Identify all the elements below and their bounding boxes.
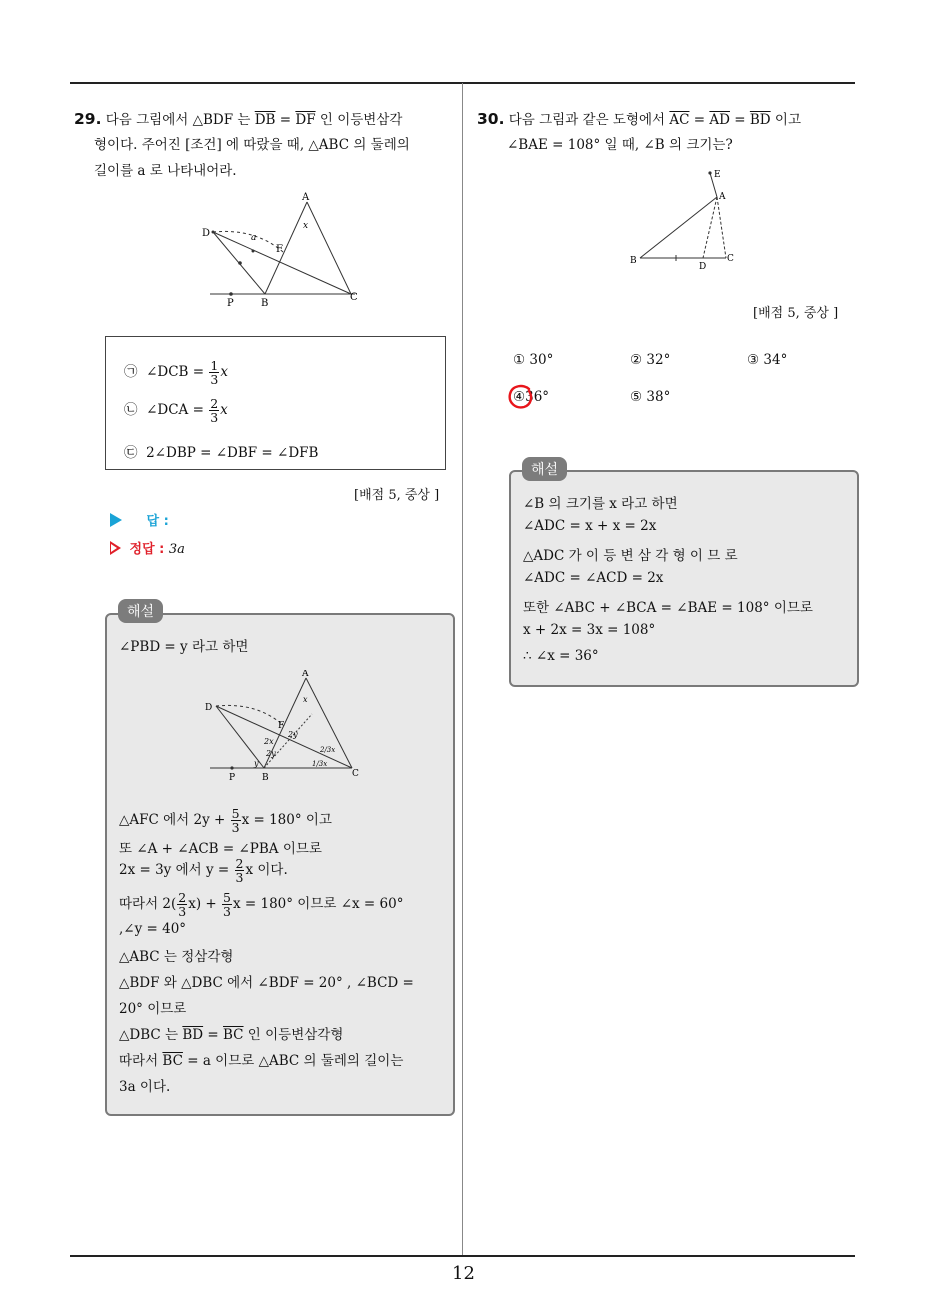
q30-sol-line3: △ADC 가 이 등 변 삼 각 형 이 므 로: [523, 548, 738, 564]
triangle-outline-icon: [110, 541, 121, 555]
q30-line1-post: 이고: [770, 112, 801, 128]
q29-sol-fig-label-13x: 1/3x: [312, 760, 328, 768]
q30-segment-bd: $\overline{BD}$: [749, 112, 771, 128]
q29-sol-fig-label-b: B: [262, 773, 269, 783]
q29-fig-label-d: D: [202, 228, 211, 239]
q29-sol-fig-label-2x: 2x: [264, 737, 274, 746]
q30-figure: [628, 165, 738, 273]
fraction: [209, 359, 219, 386]
q30-sol-line7: ∴ ∠x = 36°: [523, 648, 599, 664]
fraction: [177, 891, 187, 918]
q29-correct-line: [110, 538, 185, 557]
q29-equals: =: [275, 112, 296, 128]
q29-solution-box: [105, 613, 455, 1116]
q29-sol-fig-label-p: P: [229, 773, 236, 783]
bottom-rule: [70, 1255, 855, 1257]
condition-text: 2∠DBP = ∠DBF = ∠DFB: [146, 445, 319, 461]
fraction-denominator: 3: [223, 904, 231, 919]
q29-sol-fig-label-y: y: [254, 759, 259, 768]
q29-number: 29.: [74, 110, 102, 128]
fraction-denominator: 3: [235, 870, 244, 885]
q29-fig-label-p: P: [227, 298, 234, 309]
q29-fig-label-b: B: [261, 298, 269, 309]
q30-fig-label-d: D: [699, 262, 707, 272]
q30-line2: ∠BAE = 108° 일 때, ∠B 의 크기는?: [507, 137, 733, 153]
q29-fig-label-f: F: [276, 244, 283, 255]
q30-choice-2[interactable]: ② 32°: [630, 352, 671, 368]
choice-marker: ④: [513, 389, 526, 405]
sol-text: = a 이므로 △ABC 의 둘레의 길이는: [182, 1053, 404, 1069]
q29-sol-line10: [119, 1023, 343, 1043]
q29-answer-label: 답 :: [146, 514, 169, 529]
q29-correct-label: 정답 :: [129, 542, 165, 557]
q30-fig-label-b: B: [630, 256, 637, 266]
q30-fig-label-c: C: [727, 254, 734, 264]
q29-line1-pre: 다음 그림에서 △BDF 는: [105, 112, 255, 128]
fraction-numerator: 5: [231, 806, 240, 821]
segment-bc: $\overline{BC}$: [162, 1053, 183, 1069]
q29-figure: [195, 190, 370, 310]
fraction-numerator: 5: [223, 890, 231, 905]
condition-rhs: x: [220, 402, 228, 418]
q29-sol-line2: [119, 807, 332, 834]
fraction-denominator: 3: [178, 904, 187, 919]
q29-segment-db: $\overline{DB}$: [254, 112, 276, 128]
q29-condition-box: [105, 336, 446, 470]
fraction-numerator: 1: [210, 358, 219, 373]
sol-text: x) +: [188, 896, 222, 912]
fraction: [222, 891, 232, 918]
fraction-numerator: 2: [178, 890, 187, 905]
q29-sol-fig-label-a: A: [302, 670, 309, 679]
selected-answer-circle-icon: [506, 383, 536, 413]
q29-fig-label-c: C: [350, 292, 358, 303]
sol-text: x = 180° 이고: [241, 812, 332, 828]
q30-sol-line5: 또한 ∠ABC + ∠BCA = ∠BAE = 108° 이므로: [523, 600, 813, 616]
q29-line2: 형이다. 주어진 [조건] 에 따랐을 때, △ABC 의 둘레의: [94, 137, 410, 153]
sol-text: =: [203, 1027, 223, 1043]
q29-sol-fig-label-f: F: [278, 721, 285, 731]
q30-score: [배점 5, 중상 ]: [753, 306, 839, 321]
q29-sol-fig-label-2y-b: 2y: [288, 730, 298, 739]
fraction-denominator: 3: [210, 372, 219, 387]
q30-segment-ad: $\overline{AD}$: [709, 112, 730, 128]
q29-sol-line9: 20° 이므로: [119, 1001, 187, 1017]
q30-sol-line1: ∠B 의 크기를 x 라고 하면: [523, 496, 678, 512]
q30-choice-3[interactable]: ③ 34°: [747, 352, 788, 368]
q29-sol-fig-label-d: D: [205, 703, 213, 713]
condition-lhs: ∠DCA =: [146, 402, 209, 418]
q30-number: 30.: [477, 110, 505, 128]
q29-sol-line4: [119, 857, 288, 884]
sol-text: 따라서: [119, 1053, 163, 1069]
q30-choice-5[interactable]: ⑤ 38°: [630, 389, 671, 405]
column-divider: [462, 83, 463, 1256]
q29-sol-fig-label-x: x: [303, 695, 308, 704]
q29-condition-1: [124, 359, 228, 386]
q29-sol-line1: ∠PBD = y 라고 하면: [119, 639, 249, 655]
q29-sol-line3: 또 ∠A + ∠ACB = ∠PBA 이므로: [119, 841, 322, 857]
q29-correct-value: 3a: [168, 542, 185, 557]
sol-text: △AFC 에서 2y +: [119, 812, 230, 828]
q29-sol-line7: △ABC 는 정삼각형: [119, 949, 234, 965]
choice-value: 36°: [525, 389, 550, 405]
fraction: [235, 857, 245, 884]
fraction: [231, 807, 241, 834]
q29-sol-fig-label-2y-a: 2y: [266, 749, 276, 758]
q29-fig-label-x: x: [303, 221, 309, 231]
q30-sol-line6: x + 2x = 3x = 108°: [523, 622, 656, 638]
q30-equals: =: [729, 112, 750, 128]
q29-solution-figure: [202, 670, 362, 790]
q30-fig-label-a: A: [719, 192, 726, 202]
q29-fig-label-a-arc: a: [251, 233, 257, 243]
fraction-numerator: 2: [210, 396, 219, 411]
q30-solution-box: [509, 470, 859, 687]
q29-sol-line12: 3a 이다.: [119, 1079, 171, 1095]
fraction-denominator: 3: [210, 410, 219, 425]
q29-score: [배점 5, 중상 ]: [354, 488, 440, 503]
condition-mark: ㉡: [124, 402, 138, 418]
q30-choice-1[interactable]: ① 30°: [513, 352, 554, 368]
q29-sol-line6: ,∠y = 40°: [119, 921, 187, 937]
sol-text: x = 180° 이므로 ∠x = 60°: [232, 896, 404, 912]
fraction: [209, 397, 219, 424]
fraction-numerator: 2: [235, 856, 244, 871]
sol-text: 따라서 2(: [119, 896, 177, 912]
q29-sol-line8: △BDF 와 △DBC 에서 ∠BDF = 20° , ∠BCD =: [119, 975, 414, 991]
fraction-denominator: 3: [231, 820, 240, 835]
q30-line1-pre: 다음 그림과 같은 도형에서: [508, 112, 670, 128]
segment-bc: $\overline{BC}$: [223, 1027, 244, 1043]
q30-fig-label-e: E: [714, 170, 721, 180]
q29-sol-fig-label-c: C: [352, 769, 359, 779]
q29-line3: 길이를 a 로 나타내어라.: [94, 163, 237, 179]
segment-bd: $\overline{BD}$: [182, 1027, 204, 1043]
q30-sol-line2: ∠ADC = x + x = 2x: [523, 518, 657, 534]
sol-text: 인 이등변삼각형: [243, 1027, 344, 1043]
q29-segment-df: $\overline{DF}$: [295, 112, 316, 128]
q30-segment-ac: $\overline{AC}$: [669, 112, 690, 128]
page-number: 12: [452, 1263, 475, 1284]
condition-mark: ㉢: [124, 445, 138, 461]
sol-text: △DBC 는: [119, 1027, 183, 1043]
q30-equals: =: [689, 112, 710, 128]
q29-answer-line: [110, 510, 169, 529]
sol-text: 2x = 3y 에서 y =: [119, 862, 234, 878]
q29-solution-tag: 해설: [118, 599, 163, 623]
condition-lhs: ∠DCB =: [146, 364, 209, 380]
q29-sol-fig-label-23x: 2/3x: [320, 746, 336, 754]
q30-sol-line4: ∠ADC = ∠ACD = 2x: [523, 570, 664, 586]
condition-rhs: x: [220, 364, 228, 380]
sol-text: x 이다.: [245, 862, 288, 878]
q29-sol-line11: [119, 1049, 403, 1069]
q29-line1-post: 인 이등변삼각: [315, 112, 403, 128]
condition-mark: ㉠: [124, 364, 138, 380]
q29-condition-3: [124, 441, 318, 461]
q29-condition-2: [124, 397, 228, 424]
q29-sol-line5: [119, 891, 403, 918]
q29-fig-label-a: A: [302, 192, 310, 203]
play-icon: [110, 513, 122, 527]
q30-solution-tag: 해설: [522, 457, 567, 481]
